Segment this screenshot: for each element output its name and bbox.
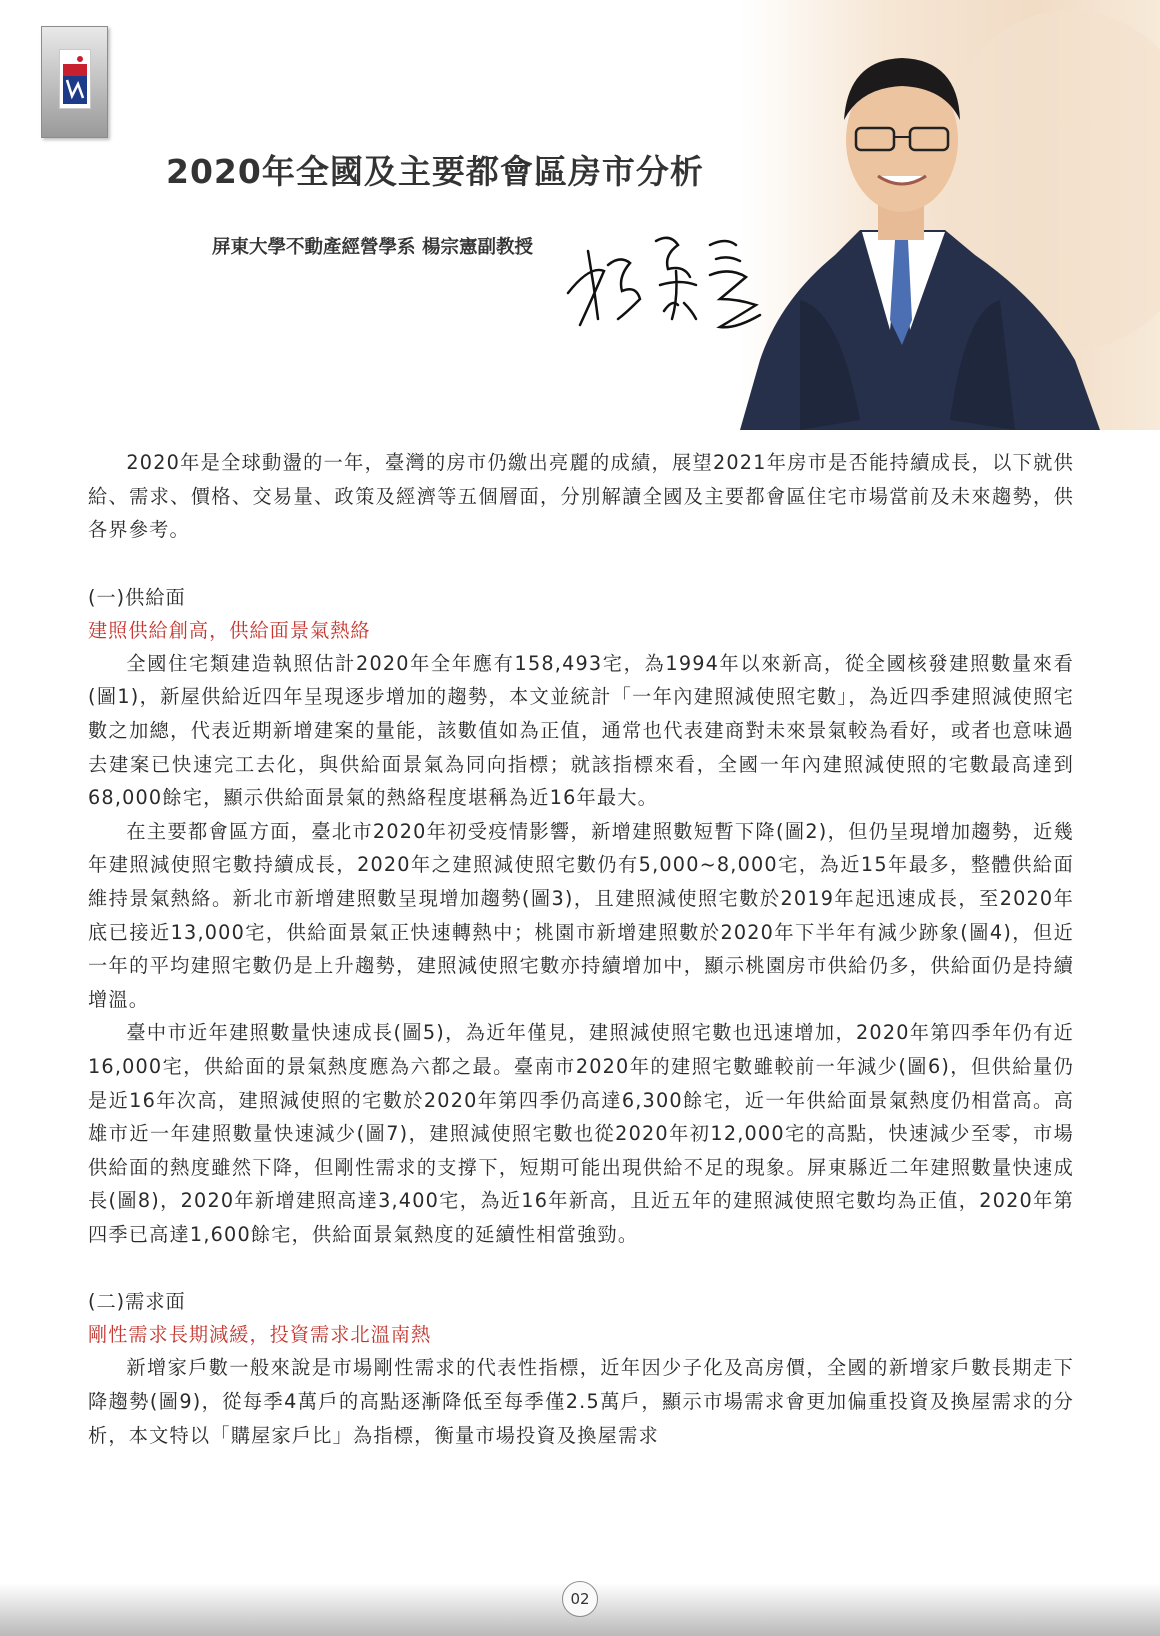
handwritten-signature bbox=[560, 215, 770, 345]
body-paragraph: 全國住宅類建造執照估計2020年全年應有158,493宅，為1994年以來新高，從全國核發建照數量來看(圖1)，新屋供給近四年呈現逐步增加的趨勢，本文並統計「一年內建照減使照宅數」，為近四季建照減使照宅數之加總，代表近期新增建案的量能，該數值如為正值，通常也代表建商對未來景氣較為看好，或者也意味過去建案已快速完工去化，與供給面景氣為同向指標；就該指標來看，全國一年內建照減使照的宅數最高達到68,000餘宅，顯示供給面景氣的熱絡程度堪稱為近16年最大。 bbox=[88, 651, 1074, 810]
section-subheading-demand: 剛性需求長期減緩，投資需求北溫南熱 bbox=[88, 1323, 432, 1347]
section-subheading-supply: 建照供給創高，供給面景氣熱絡 bbox=[88, 618, 371, 642]
page-title: 2020年全國及主要都會區房市分析 bbox=[166, 152, 704, 191]
publisher-logo bbox=[41, 26, 108, 138]
page-number: 02 bbox=[562, 1581, 598, 1617]
body-paragraph: 新增家戶數一般來說是市場剛性需求的代表性指標，近年因少子化及高房價，全國的新增家戶數長期走下降趨勢(圖9)，從每季4萬戶的高點逐漸降低至每季僅2.5萬戶，顯示市場需求會更加偏重投資及換屋需求的分析，本文特以「購屋家戶比」為指標，衡量市場投資及換屋需求 bbox=[88, 1356, 1074, 1447]
section-heading-supply: (一)供給面 bbox=[88, 585, 186, 609]
article-body bbox=[88, 446, 1074, 1452]
author-line: 屏東大學不動產經營學系 楊宗憲副教授 bbox=[212, 237, 533, 258]
section-heading-demand: (二)需求面 bbox=[88, 1290, 186, 1314]
logo-emblem bbox=[59, 49, 91, 109]
body-paragraph: 臺中市近年建照數量快速成長(圖5)，為近年僅見，建照減使照宅數也迅速增加，2020年第四季年仍有近16,000宅，供給面的景氣熱度應為六都之最。臺南市2020年的建照宅數雖較前一年減少(圖6)，但供給量仍是近16年次高，建照減使照的宅數於2020年第四季仍高達6,300餘宅，近一年供給面景氣熱度仍相當高。高雄市近一年建照數量快速減少(圖7)，建照減使照宅數也從2020年初12,000宅的高點，快速減少至零，市場供給面的熱度雖然下降，但剛性需求的支撐下，短期可能出現供給不足的現象。屏東縣近二年建照數量快速成長(圖8)，2020年新增建照高達3,400宅，為近16年新高，且近五年的建照減使照宅數均為正值，2020年第四季已高達1,600餘宅，供給面景氣熱度的延續性相當強勁。 bbox=[88, 1021, 1074, 1246]
body-paragraph: 在主要都會區方面，臺北市2020年初受疫情影響，新增建照數短暫下降(圖2)，但仍呈現增加趨勢，近幾年建照減使照宅數持續成長，2020年之建照減使照宅數仍有5,000~8,000宅，為近15年最多，整體供給面維持景氣熱絡。新北市新增建照數呈現增加趨勢(圖3)，且建照減使照宅數於2019年起迅速成長，至2020年底已接近13,000宅，供給面景氣正快速轉熱中；桃園市新增建照數於2020年下半年有減少跡象(圖4)，但近一年的平均建照宅數仍是上升趨勢，建照減使照宅數亦持續增加中，顯示桃園房市供給仍多，供給面仍是持續增溫。 bbox=[88, 819, 1074, 1011]
author-portrait bbox=[740, 0, 1160, 430]
intro-paragraph: 2020年是全球動盪的一年，臺灣的房市仍繳出亮麗的成績，展望2021年房市是否能持續成長，以下就供給、需求、價格、交易量、政策及經濟等五個層面，分別解讀全國及主要都會區住宅市場當前及未來趨勢，供各界參考。 bbox=[88, 451, 1074, 542]
